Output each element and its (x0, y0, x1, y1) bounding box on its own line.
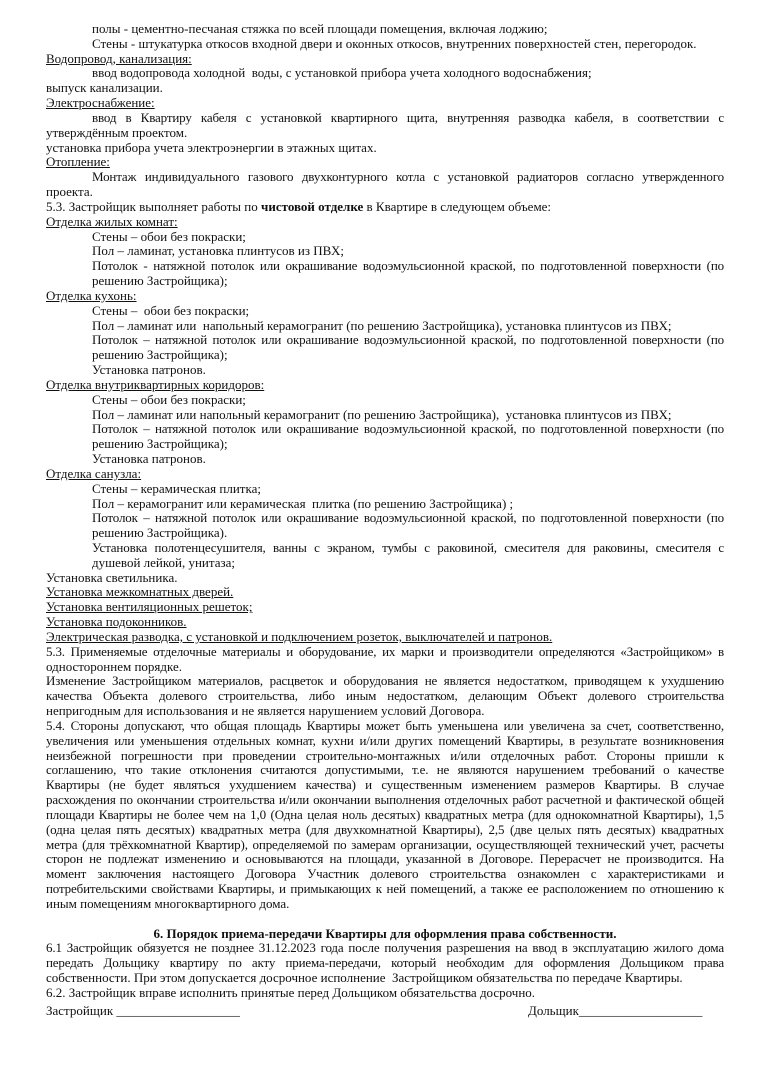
document-line (46, 719, 724, 734)
document-line (46, 986, 724, 1001)
line-text: собственности. При этом допускается досрочное исполнение Застройщиком обязательства по передаче Квартиры. (46, 970, 683, 985)
document-line (46, 348, 724, 363)
line-text: одностороннем порядке. (46, 658, 183, 674)
document-line (46, 556, 724, 571)
document-line (46, 22, 724, 37)
line-text: момент заключения настоящего Договора Участник долевого строительства ознакомлен с характеристиками и (46, 866, 724, 882)
document-line (46, 823, 724, 838)
line-text: 5.3. Применяемые отделочные материалы и оборудование, их марки и производители определяются «Застройщиком» в (46, 643, 724, 659)
document-line (46, 941, 724, 956)
chapter-title (46, 927, 724, 942)
line-text: Отопление: (46, 154, 110, 170)
document-line (46, 81, 724, 96)
line-text: проекта. (46, 184, 93, 200)
document-line (46, 363, 724, 378)
bold-text: чистовой отделке (261, 198, 364, 214)
text-span: 5.3. Застройщик выполняет работы по (46, 198, 262, 214)
line-text: Отделка кухонь: (46, 287, 137, 303)
line-text: полы - цементно-песчаная стяжка по всей площади помещения, включая лоджию; (92, 21, 548, 36)
section-heading (46, 600, 724, 615)
line-text: Установка вентиляционных решеток; (46, 599, 253, 615)
document-line (46, 304, 724, 319)
line-text: решению Застройщика); (92, 436, 228, 452)
section-heading (46, 155, 724, 170)
line-text: Потолок – натяжной потолок или окрашивание водоэмульсионной краской, по подготовленной поверхности (по (92, 421, 724, 437)
document-line (46, 852, 724, 867)
line-text: Установка подоконников. (46, 614, 187, 630)
line-text: Монтаж индивидуального газового двухконтурного котла с установкой радиаторов согласно утвержденного (92, 169, 724, 185)
developer-signature-field[interactable]: Застройщик ___________________ (46, 1002, 240, 1018)
line-text: Изменение Застройщиком материалов, расцветок и оборудования не является недостатком, приводящем к ухудшению (46, 673, 724, 689)
document-line (46, 200, 724, 215)
document-line (46, 319, 724, 334)
section-heading (46, 585, 724, 600)
line-text: Установка светильника. (46, 569, 178, 585)
document-line (46, 185, 724, 200)
section-heading (46, 630, 724, 645)
document-line (46, 408, 724, 423)
section-heading (46, 96, 724, 111)
document-line (46, 274, 724, 289)
document-line (46, 111, 724, 126)
line-text: выпуск канализации. (46, 80, 163, 96)
document-line (46, 838, 724, 853)
document-line (46, 571, 724, 586)
line-text: сторон не подлежат изменению и основываются на площади, указанной в Договоре. Перерасчет не производится. На (46, 851, 724, 867)
document-line (46, 37, 724, 52)
line-text: Стены - штукатурка откосов входной двери и оконных откосов, внутренних поверхностей стен, перегородок. (92, 35, 697, 51)
section-heading (46, 467, 724, 482)
line-text: 6.1 Застройщик обязуется не позднее 31.12.2023 года после получения разрешения на ввод в эксплуатацию жилого дома (46, 940, 724, 956)
document-line (46, 452, 724, 467)
document-line (46, 170, 724, 185)
line-text: Установка полотенцесушителя, ванны с экраном, тумбы с раковиной, смесителя для раковины, смесителя с (92, 539, 724, 555)
line-text: иным помещениям многоквартирного дома. (46, 895, 290, 911)
line-text: Потолок – натяжной потолок или окрашивание водоэмульсионной краской, по подготовленной поверхности (по (92, 332, 724, 348)
document-line (46, 511, 724, 526)
line-text: ввод в Квартиру кабеля с установкой квартирного щита, внутренняя разводка кабеля, в соответствии с (92, 109, 724, 125)
shareholder-signature-field[interactable]: Дольщик___________________ (528, 1002, 703, 1018)
line-text: метра (для трёхкомнатной Квартир), определяемой по замерам организации, осуществляющей технический учет, расчеты (46, 836, 724, 852)
document-line (46, 808, 724, 823)
line-text: 6. Порядок приема-передачи Квартиры для оформления права собственности. (153, 925, 617, 941)
line-text: расхождения по окончании строительства и/или окончании выполнения отделочных работ расчетной и фактической общей (46, 792, 724, 808)
line-text: утверждённым проектом. (46, 124, 188, 140)
line-text: Электроснабжение: (46, 95, 155, 111)
document-line (46, 482, 724, 497)
blank-line (46, 912, 724, 927)
line-text: Пол – керамогранит или керамическая плитка (по решению Застройщика) ; (92, 495, 514, 511)
line-text: передать Дольщику квартиру по акту приема-передачи, который необходим для оформления Дольщиком права (46, 955, 724, 971)
document-line (46, 734, 724, 749)
line-text: решению Застройщика); (92, 273, 228, 289)
line-text: Установка патронов. (92, 362, 206, 378)
line-text: Стены – обои без покраски; (92, 302, 250, 318)
document-line (46, 793, 724, 808)
line-text: соглашению, что такие отклонения считаются допустимыми, т.е. не являются нарушением требований о качестве (46, 762, 724, 778)
document-line (46, 393, 724, 408)
line-text: Отделка санузла: (46, 465, 142, 481)
line-text: Стены – обои без покраски; (92, 391, 246, 407)
document-line (46, 867, 724, 882)
document-line (46, 259, 724, 274)
line-text: увеличения или уменьшения отдельных комнат, кухни и/или других помещений Квартиры, в результате возникновения (46, 732, 724, 748)
line-text: Отделка жилых комнат: (46, 213, 178, 229)
document-line (46, 660, 724, 675)
document-line (46, 704, 724, 719)
section-heading (46, 289, 724, 304)
line-text: Водопровод, канализация: (46, 50, 192, 66)
line-text: решению Застройщика); (92, 347, 228, 363)
document-line (46, 674, 724, 689)
document-line (46, 244, 724, 259)
document-line (46, 897, 724, 912)
line-text: 5.4. Стороны допускают, что общая площадь Квартиры может быть уменьшена или увеличена за счет, соответственно, (46, 717, 724, 733)
document-line (46, 333, 724, 348)
line-text: (одна целая пять десятых) квадратных метра (для двухкомнатной Квартиры), 2,5 (две целых пять десятых) квадратных (46, 821, 724, 837)
line-text: установка прибора учета электроэнергии в этажных щитах. (46, 139, 377, 155)
document-line (46, 66, 724, 81)
document-line (46, 497, 724, 512)
document-line (46, 437, 724, 452)
document-line (46, 763, 724, 778)
section-heading (46, 215, 724, 230)
section-heading (46, 52, 724, 67)
document-line (46, 882, 724, 897)
line-text: Пол – ламинат или напольный керамогранит (по решению Застройщика), установка плинтусов из ПВХ; (92, 406, 672, 422)
line-text: непригодным для использования и не является нарушением условий Договора. (46, 703, 485, 719)
document-line (46, 541, 724, 556)
document-line (46, 126, 724, 141)
section-heading (46, 615, 724, 630)
document-line (46, 689, 724, 704)
line-text: ввод водопровода холодной воды, с установкой прибора учета холодного водоснабжения; (92, 65, 592, 81)
document-line (46, 749, 724, 764)
document-line (46, 526, 724, 541)
document-page (46, 22, 724, 1019)
signature-block (46, 1003, 724, 1019)
line-text: Стены – обои без покраски; (92, 228, 246, 244)
line-text: Квартиры (не будет являться ухудшением качества) и существенным изменением размеров Квартиры. В случае (46, 777, 724, 793)
line-text: Потолок – натяжной потолок или окрашивание водоэмульсионной краской, по подготовленной поверхности (по (92, 510, 724, 526)
document-line (46, 141, 724, 156)
line-text: площади Квартиры не более чем на 1,0 (Одна целая ноль десятых) квадратных метра (для однокомнатной Квартиры), 1,5 (46, 806, 724, 822)
line-text: решению Застройщика). (92, 525, 228, 541)
document-line (46, 230, 724, 245)
line-text: качества Объекта долевого строительства, либо иным недостатком, делающим Объект долевого строительства (46, 688, 724, 704)
line-text: Потолок - натяжной потолок или окрашивание водоэмульсионной краской, по подготовленной поверхности (по (92, 258, 724, 274)
text-span: в Квартире в следующем объеме: (363, 198, 552, 214)
line-text: душевой лейкой, унитаза; (92, 554, 236, 570)
document-line (46, 422, 724, 437)
document-line (46, 645, 724, 660)
line-text: 6.2. Застройщик вправе исполнить принятые перед Дольщиком обязательства досрочно. (46, 984, 536, 1000)
document-line (46, 956, 724, 971)
line-text: Электрическая разводка, с установкой и подключением розеток, выключателей и патронов. (46, 628, 553, 644)
section-heading (46, 378, 724, 393)
document-line (46, 971, 724, 986)
line-text: потребительскими свойствами Квартиры, и примыкающих к ней помещений, а также ее расположением по отношению к (46, 881, 724, 897)
line-text: Пол – ламинат или напольный керамогранит (по решению Застройщика), установка плинтусов из ПВХ; (92, 317, 672, 333)
line-text: Пол – ламинат, установка плинтусов из ПВХ; (92, 243, 344, 259)
line-text: Стены – керамическая плитка; (92, 480, 261, 496)
line-text: неизбежной погрешности при проведении строительно-монтажных и/или отделочных работ. Стороны пришли к (46, 747, 724, 763)
line-text: Отделка внутриквартирных коридоров: (46, 376, 265, 392)
document-line (46, 778, 724, 793)
line-text: Установка патронов. (92, 451, 206, 467)
line-text: Установка межкомнатных дверей. (46, 584, 234, 600)
